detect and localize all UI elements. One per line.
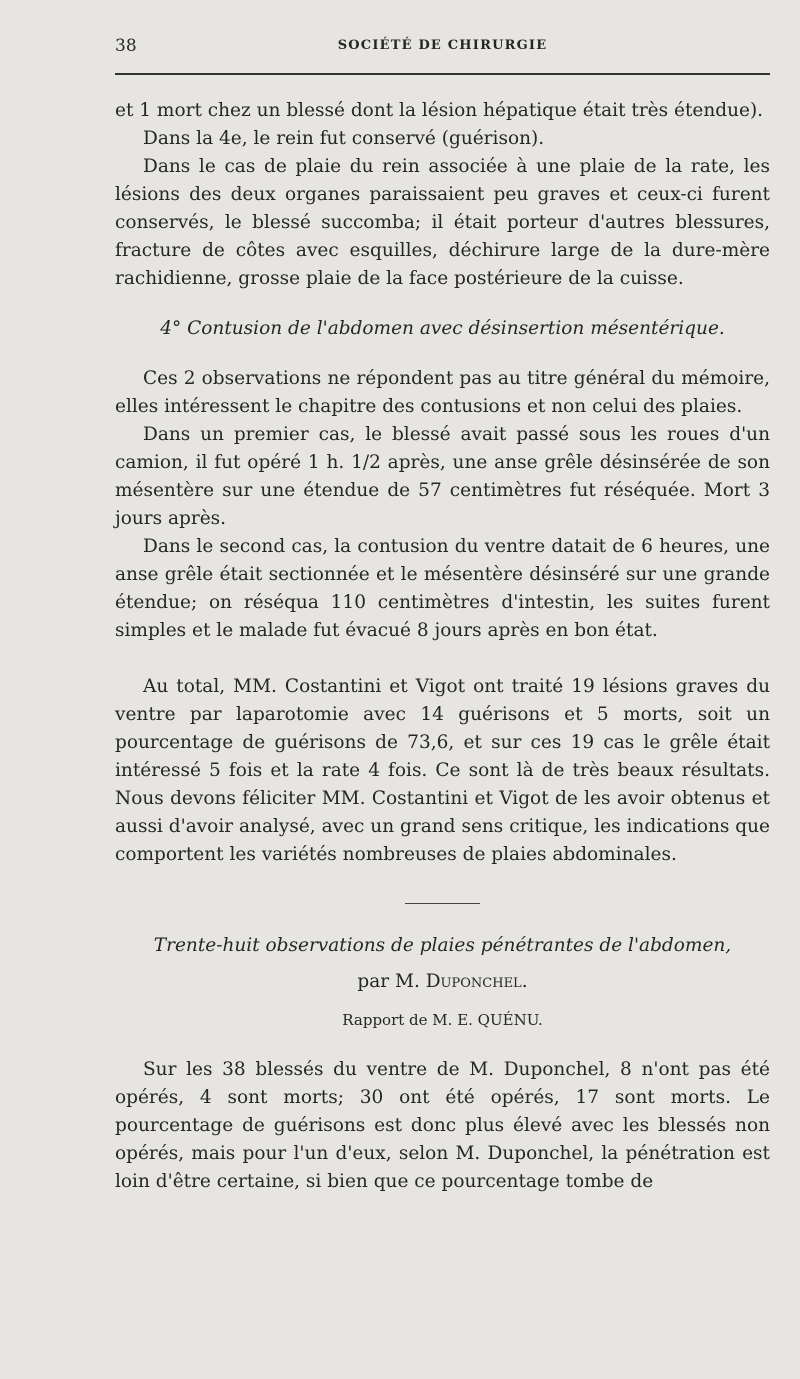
paragraph: Dans un premier cas, le blessé avait passé sous les roues d'un camion, il fut opéré 1 h. 1/2 après, une anse grêle désinsérée de son mésentère sur une étendue de 57 centimètres fut réséquée. Mort 3 jours après. bbox=[115, 424, 770, 529]
paragraph: et 1 mort chez un blessé dont la lésion hépatique était très étendue). bbox=[115, 100, 764, 121]
paragraph: Dans le second cas, la contusion du ventre datait de 6 heures, une anse grêle était sectionnée et le mésentère désinséré sur une grande étendue; on réséqua 110 centimètres d'intestin, les suites furent simples et le malade fut évacué 8 jours après en bon état. bbox=[115, 536, 770, 641]
page-header bbox=[115, 34, 770, 60]
byline-prefix: par M. bbox=[357, 971, 420, 992]
paragraph: Ces 2 observations ne répondent pas au titre général du mémoire, elles intéressent le chapitre des contusions et non celui des plaies. bbox=[115, 368, 770, 417]
byline-author: Duponchel. bbox=[425, 971, 528, 992]
header-rule bbox=[115, 73, 770, 75]
paragraph: Sur les 38 blessés du ventre de M. Duponchel, 8 n'ont pas été opérés, 4 sont morts; 30 ont été opérés, 17 sont morts. Le pourcentage de guérisons est donc plus élevé avec les blessés non opérés, mais pour l'un d'eux, selon M. Duponchel, la pénétration est loin d'être certaine, si bien que ce pourcentage tombe de bbox=[115, 1059, 770, 1192]
page-number: 38 bbox=[115, 36, 137, 56]
paragraph: Dans le cas de plaie du rein associée à une plaie de la rate, les lésions des deux organes paraissaient peu graves et ceux-ci furent conservés, le blessé succomba; il était porteur d'autres blessures, fracture de côtes avec esquilles, déchirure large de la dure-mère rachidienne, grosse plaie de la face postérieure de la cuisse. bbox=[115, 156, 770, 289]
section-divider bbox=[405, 903, 480, 904]
spacer bbox=[115, 645, 770, 673]
paragraph: Au total, MM. Costantini et Vigot ont traité 19 lésions graves du ventre par laparotomie avec 14 guérisons et 5 morts, soit un pourcentage de guérisons de 73,6, et sur ces 19 cas le grêle était intéressé 5 fois et la rate 4 fois. Ce sont là de très beaux résultats. Nous devons féliciter MM. Costantini et Vigot de les avoir obtenus et aussi d'avoir analysé, avec un grand sens critique, les indications que comportent les variétés nombreuses de plaies abdominales. bbox=[115, 676, 770, 865]
article-byline bbox=[115, 968, 770, 996]
paragraph: Dans la 4e, le rein fut conservé (guérison). bbox=[143, 128, 545, 149]
section-heading: 4° Contusion de l'abdomen avec désinsertion mésentérique. bbox=[160, 318, 725, 339]
report-line: Rapport de M. E. QUÉNU. bbox=[342, 1011, 543, 1029]
body-text bbox=[115, 97, 770, 1196]
article-title: Trente-huit observations de plaies pénétrantes de l'abdomen, bbox=[153, 935, 732, 956]
running-title: SOCIÉTÉ DE CHIRURGIE bbox=[337, 38, 548, 53]
